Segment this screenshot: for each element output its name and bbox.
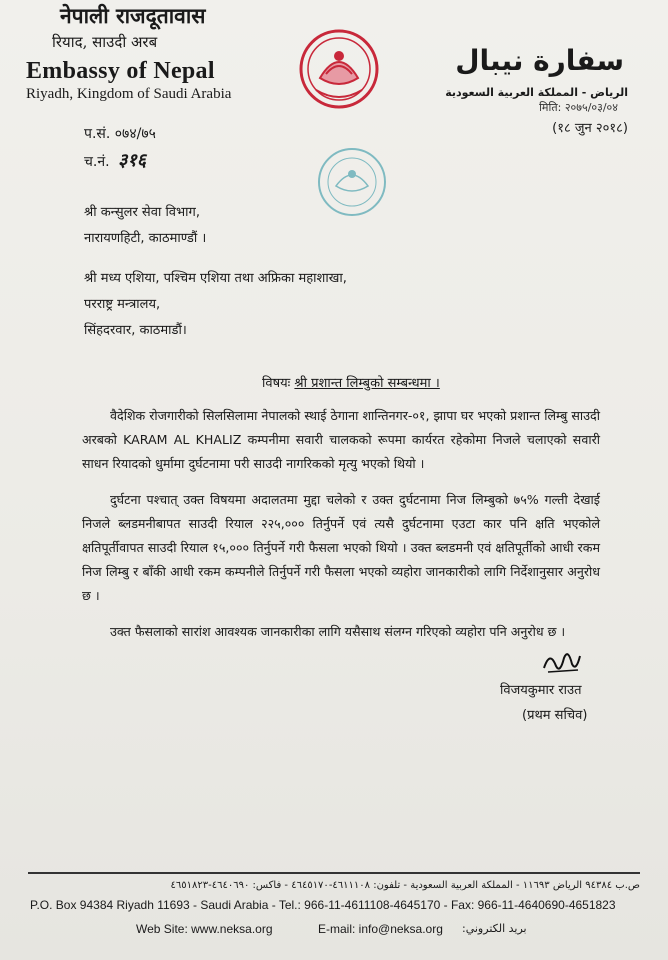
footer-email-arabic: بريد الكتروني:: [462, 922, 527, 935]
embassy-stamp: [316, 146, 388, 218]
recipient-2-line3: सिंहदरवार, काठमाडौं।: [84, 323, 187, 338]
embassy-location-arabic: الرياض - المملكة العربية السعودية: [445, 86, 628, 99]
footer-arabic-address: ص.ب ٩٤٣٨٤ الرياض ١١٦٩٣ - المملكة العربية السعودية - تلفون: ٤٦١١١٠٨-٤٦٤٥١٧٠ - فاكس: ٤٦٤٠٦٩٠-٤٦٥١٨٢٣: [170, 880, 640, 891]
handwritten-signature: [540, 646, 584, 678]
body-paragraph-2: दुर्घटना पश्चात् उक्त विषयमा अदालतमा मुद्दा चलेको र उक्त दुर्घटनामा निज लिम्बुको ७५% गल्ती देखाई निजले ब्लडमनीबापत साउदी रियाल २२५,००० तिर्नुपर्ने एवं त्यसै दुर्घटनामा एउटा कार पनि क्षति भएकोले क्षतिपूर्तीवापत साउदी रियाल १५,००० तिर्नुपर्ने गरी फैसला भएको थियो । उक्त ब्लडमनी एवं क्षतिपूर्तीको आधी रकम निज लिम्बु र बाँकी आधी रकम कम्पनीले तिर्नुपर्ने गरी फैसला भएको व्यहोरा जानकारीको लागि निर्देशानुसार अनुरोध छ ।: [82, 492, 600, 603]
embassy-name-arabic: سفارة نيبال: [455, 44, 624, 77]
cn-label: च.नं.: [84, 154, 110, 170]
subject-label: विषयः: [262, 376, 291, 391]
recipient-1-line1: श्री कन्सुलर सेवा विभाग,: [84, 205, 200, 220]
signatory-title: (प्रथम सचिव): [522, 708, 588, 723]
signatory-name: विजयकुमार राउत: [500, 683, 582, 698]
footer-website[interactable]: Web Site: www.neksa.org: [136, 922, 273, 936]
date-label: मिति:: [539, 101, 562, 114]
body-paragraph-3: उक्त फैसलाको सारांश आवश्यक जानकारीका लागि यसैसाथ संलग्न गरिएको व्यहोरा पनि अनुरोध छ ।: [110, 624, 566, 639]
date-value: २०७५/०३/०४: [564, 101, 618, 114]
recipient-2-line1: श्री मध्य एशिया, पश्चिम एशिया तथा अफ्रिका महाशाखा,: [84, 271, 347, 286]
nepal-emblem-seal: [298, 28, 380, 110]
subject-text: श्री प्रशान्त लिम्बुको सम्बन्धमा ।: [294, 376, 440, 391]
reference-ps: प.सं. ०७४/७५: [84, 126, 156, 142]
cn-value: ३१६: [118, 150, 147, 171]
subject-line: [262, 373, 440, 391]
embassy-name-english: Embassy of Nepal: [26, 58, 215, 84]
recipient-1-line2: नारायणहिटी, काठमाण्डौं ।: [84, 231, 207, 246]
footer-divider: [28, 872, 640, 874]
reference-cn: [84, 148, 146, 172]
embassy-location-english: Riyadh, Kingdom of Saudi Arabia: [26, 86, 232, 102]
body-paragraph-1: वैदेशिक रोजगारीको सिलसिलामा नेपालको स्थाई ठेगाना शान्तिनगर-०१, झापा घर भएको प्रशान्त लिम्बु साउदी अरबको KARAM AL KHALIZ कम्पनीमा सवारी चालकको रूपमा कार्यरत रहेकोमा निजले चलाएको सवारी साधन रियादको धुर्मामा दुर्घटनामा परी साउदी नागरिकको मृत्यु भएको थियो ।: [82, 408, 600, 471]
embassy-name-nepali: नेपाली राजदूतावास: [60, 3, 206, 28]
letter-date-gregorian: (१८ जुन २०१८): [552, 121, 628, 136]
embassy-location-nepali: रियाद, साउदी अरब: [52, 33, 158, 51]
letter-date: [539, 100, 618, 115]
footer-email[interactable]: E-mail: info@neksa.org: [318, 922, 443, 936]
footer-address: P.O. Box 94384 Riyadh 11693 - Saudi Arabia - Tel.: 966-11-4611108-4645170 - Fax: 966-11-4640690-4651823: [30, 898, 616, 912]
recipient-2-line2: परराष्ट्र मन्त्रालय,: [84, 297, 161, 312]
